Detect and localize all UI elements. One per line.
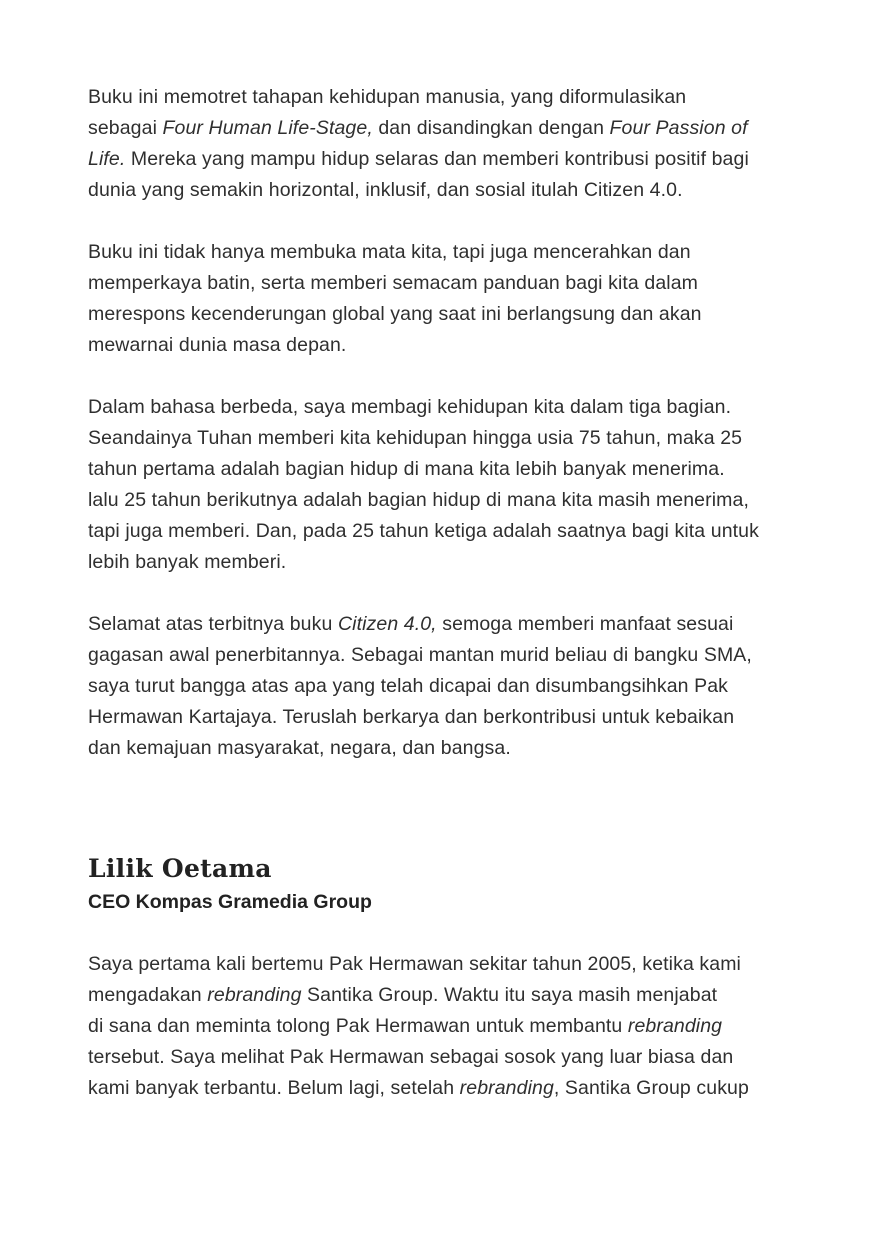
paragraph-life-stages: Dalam bahasa berbeda, saya membagi kehidupan kita dalam tiga bagian. Seandainya Tuhan memberi kita kehidupan hingga usia 75 tahun, maka 25 tahun pertama adalah bagian hidup di mana kita lebih banyak menerima. lalu 25 tahun berikutnya adalah bagian hidup di mana kita masih menerima, tapi juga memberi. Dan, pada 25 tahun ketiga adalah saatnya bagi kita untuk lebih banyak memberi. — [88, 396, 759, 573]
author-title: CEO Kompas Gramedia Group — [88, 891, 372, 913]
paragraph-book-benefit: Buku ini tidak hanya membuka mata kita, tapi juga mencerahkan dan memperkaya batin, serta memberi semacam panduan bagi kita dalam merespons kecenderungan global yang saat ini berlangsung dan akan mewarnai dunia masa depan. — [88, 241, 702, 356]
paragraph-testimonial-santika: Saya pertama kali bertemu Pak Hermawan sekitar tahun 2005, ketika kami mengadakan rebranding Santika Group. Waktu itu saya masih menjabat di sana dan meminta tolong Pak Hermawan untuk membantu rebranding tersebut. Saya melihat Pak Hermawan sebagai sosok yang luar biasa dan kami banyak terbantu. Belum lagi, setelah rebranding, Santika Group cukup — [88, 953, 749, 1099]
paragraph-intro-book: Buku ini memotret tahapan kehidupan manusia, yang diformulasikan sebagai Four Human Life-Stage, dan disandingkan dengan Four Passion of Life. Mereka yang mampu hidup selaras dan memberi kontribusi positif bagi dunia yang semakin horizontal, inklusif, dan sosial itulah Citizen 4.0. — [88, 86, 749, 201]
paragraph-congratulations: Selamat atas terbitnya buku Citizen 4.0, semoga memberi manfaat sesuai gagasan awal penerbitannya. Sebagai mantan murid beliau di bangku SMA, saya turut bangga atas apa yang telah dicapai dan disumbangsihkan Pak Hermawan Kartajaya. Teruslah berkarya dan berkontribusi untuk kebaikan dan kemajuan masyarakat, negara, dan bangsa. — [88, 613, 752, 759]
author-name: Lilik Oetama — [88, 854, 272, 883]
